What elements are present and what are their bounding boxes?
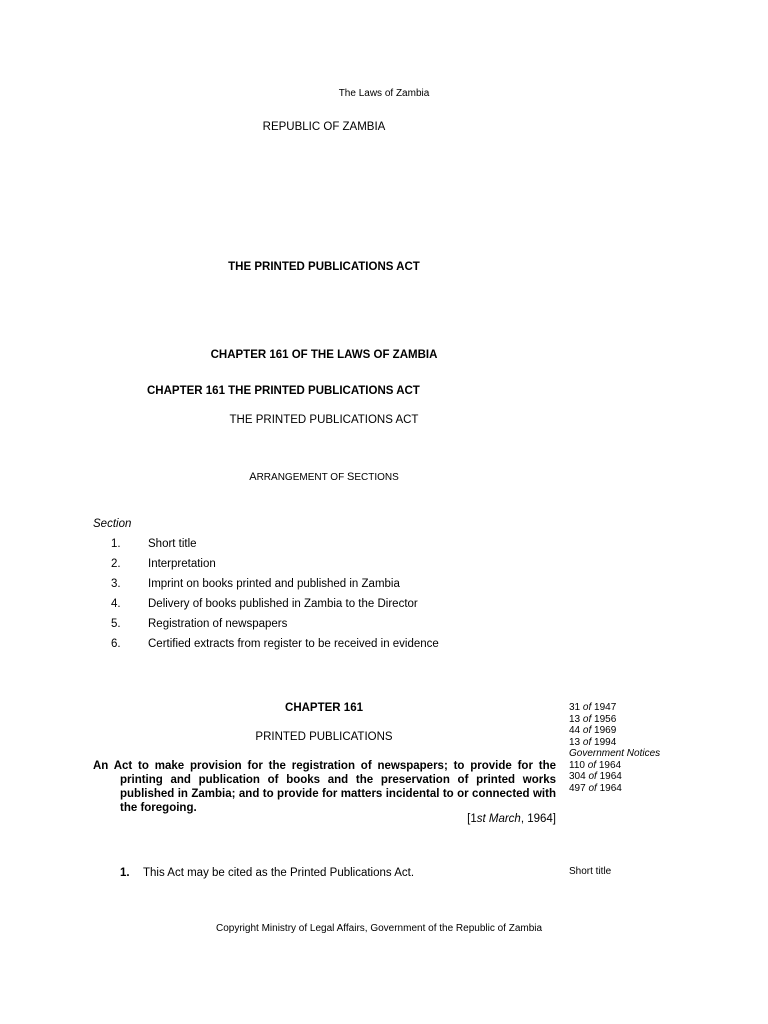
arrangement-rest-1: RRANGEMENT OF xyxy=(256,472,347,483)
history-number: 497 xyxy=(569,782,586,794)
history-number: 44 xyxy=(569,725,581,736)
table-of-sections xyxy=(0,538,560,658)
commencement-open: [1 xyxy=(467,813,477,825)
toc-label: Registration of newspapers xyxy=(148,618,288,630)
copyright-footer: Copyright Ministry of Legal Affairs, Government of the Republic of Zambia xyxy=(216,923,543,934)
history-entry xyxy=(569,737,660,749)
running-header: The Laws of Zambia xyxy=(338,88,430,99)
history-entry xyxy=(569,725,660,737)
toc-number: 3. xyxy=(111,578,121,590)
history-of: of xyxy=(582,736,592,748)
history-number: 110 xyxy=(569,759,585,771)
history-entry xyxy=(569,702,660,714)
arrangement-cap-s: S xyxy=(346,471,355,483)
section-1-number: 1. xyxy=(120,867,130,879)
toc-label: Imprint on books printed and published in Zambia xyxy=(148,578,400,590)
commencement-month: st March xyxy=(476,813,521,825)
history-year: 1956 xyxy=(594,713,617,725)
history-of: of xyxy=(587,759,597,771)
toc-label: Certified extracts from register to be received in evidence xyxy=(148,638,439,650)
government-notices-label: Government Notices xyxy=(569,748,661,759)
chapter-heading: CHAPTER 161 xyxy=(285,702,363,714)
history-year: 1947 xyxy=(594,702,617,713)
history-of: of xyxy=(582,702,592,713)
section-1-text: This Act may be cited as the Printed Publications Act. xyxy=(143,867,415,879)
chapter-subtitle: PRINTED PUBLICATIONS xyxy=(255,731,393,743)
act-title: THE PRINTED PUBLICATIONS ACT xyxy=(228,261,420,273)
toc-item[interactable] xyxy=(0,578,560,598)
history-entry xyxy=(569,771,660,783)
history-year: 1969 xyxy=(594,725,617,736)
toc-number: 5. xyxy=(111,618,121,630)
history-heading xyxy=(569,748,660,760)
history-entry xyxy=(569,783,660,795)
toc-number: 6. xyxy=(111,638,121,650)
history-number: 304 xyxy=(569,771,586,782)
chapter-act-heading: CHAPTER 161 THE PRINTED PUBLICATIONS ACT xyxy=(147,385,420,397)
history-year: 1964 xyxy=(599,771,622,782)
history-number: 13 xyxy=(569,713,581,725)
commencement-date xyxy=(340,813,556,825)
history-of: of xyxy=(582,713,592,725)
history-number: 13 xyxy=(569,736,581,748)
toc-item[interactable] xyxy=(0,558,560,578)
toc-label: Interpretation xyxy=(148,558,216,570)
toc-number: 1. xyxy=(111,538,121,550)
toc-item[interactable] xyxy=(0,618,560,638)
history-year: 1964 xyxy=(598,759,622,771)
history-entry xyxy=(569,760,660,772)
toc-label: Short title xyxy=(148,538,197,550)
toc-item[interactable] xyxy=(0,598,560,618)
history-year: 1994 xyxy=(594,736,617,748)
history-number: 31 xyxy=(569,702,581,713)
commencement-year: , 1964] xyxy=(520,813,556,825)
toc-item[interactable] xyxy=(0,638,560,658)
section-column-label: Section xyxy=(93,518,132,530)
toc-number: 4. xyxy=(111,598,121,610)
republic-heading: REPUBLIC OF ZAMBIA xyxy=(262,121,386,133)
arrangement-cap-a: A xyxy=(249,471,257,483)
arrangement-heading xyxy=(0,471,648,483)
history-of: of xyxy=(582,725,592,736)
toc-item[interactable] xyxy=(0,538,560,558)
history-of: of xyxy=(588,782,597,794)
toc-label: Delivery of books published in Zambia to the Director xyxy=(148,598,418,610)
section-1-marginal-note: Short title xyxy=(569,866,612,877)
history-year: 1964 xyxy=(599,782,622,794)
toc-number: 2. xyxy=(111,558,121,570)
history-entry xyxy=(569,714,660,726)
arrangement-rest-2: ECTIONS xyxy=(354,472,399,483)
long-title: An Act to make provision for the registration of newspapers; to provide for the printing and publication of books and the preservation of printed works published in Zambia; and to provide for matters incidental to or connected with the foregoing. xyxy=(93,760,556,814)
history-of: of xyxy=(588,771,597,782)
legislative-history xyxy=(569,702,660,794)
chapter-laws-heading: CHAPTER 161 OF THE LAWS OF ZAMBIA xyxy=(210,349,438,361)
act-subtitle: THE PRINTED PUBLICATIONS ACT xyxy=(229,414,419,426)
